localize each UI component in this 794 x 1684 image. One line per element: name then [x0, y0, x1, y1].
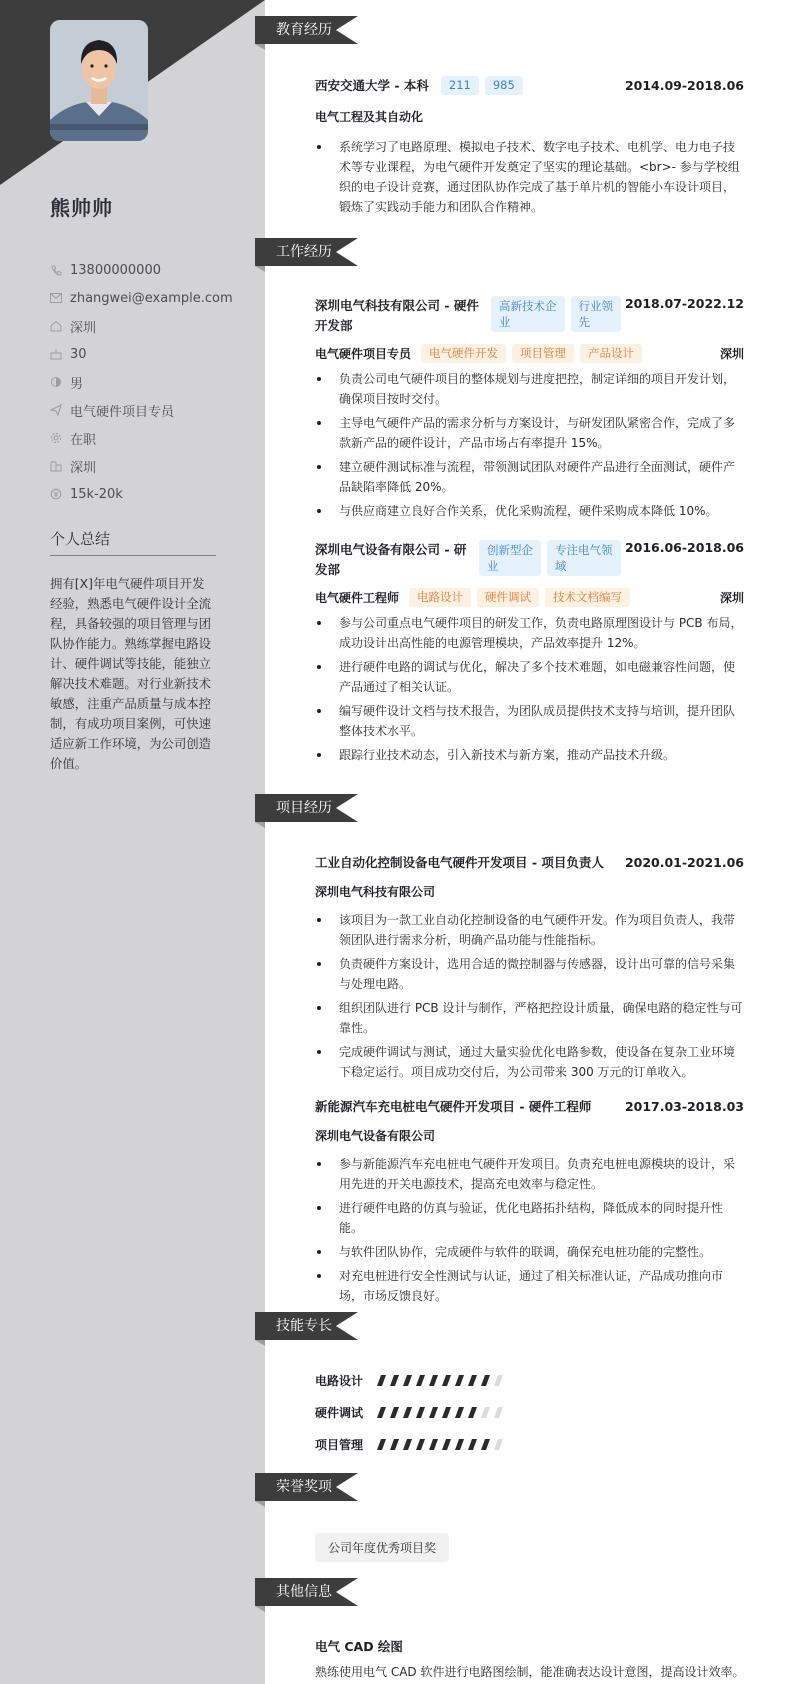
section-title-honors: 荣誉奖项 [255, 1473, 336, 1501]
info-location [50, 312, 250, 340]
skill-level-segment [377, 1375, 386, 1386]
skill-level-segment [403, 1375, 412, 1386]
section-title-work: 工作经历 [255, 238, 336, 266]
info-salary [50, 480, 250, 508]
project-bullet: 对充电桩进行安全性测试与认证，通过了相关标准认证，产品成功推向市场，市场反馈良好。 [315, 1266, 744, 1306]
work-city: 深圳 [719, 347, 744, 361]
other-description: 熟练使用电气 CAD 软件进行电路图绘制，能准确表达设计意图，提高设计效率。 [315, 1665, 745, 1679]
sidebar [0, 0, 265, 1684]
skill-tag: 技术文档编写 [545, 588, 630, 607]
mail-icon [50, 292, 62, 304]
work-bullet: 与供应商建立良好合作关系，优化采购流程，硬件采购成本降低 10%。 [315, 501, 744, 521]
project-bullet: 参与新能源汽车充电桩电气硬件开发项目。负责充电桩电源模块的设计，采用先进的开关电源技术，提高充电效率与稳定性。 [315, 1154, 744, 1194]
info-status [50, 424, 250, 452]
school-tag: 211 [441, 76, 479, 95]
skill-row [315, 1372, 509, 1389]
money-icon [50, 488, 62, 500]
company-name-line: 开发部 [315, 318, 353, 333]
work-bullet: 进行硬件电路的调试与优化，解决了多个技术难题，如电磁兼容性问题，使产品通过了相关认证。 [315, 657, 744, 697]
work-bullet: 编写硬件设计文档与技术报告，为团队成员提供技术支持与培训，提升团队整体技术水平。 [315, 701, 744, 741]
info-age [50, 340, 250, 368]
skill-level-segment [390, 1407, 399, 1418]
section-header-skills [255, 1312, 358, 1340]
skill-tag: 硬件调试 [477, 588, 539, 607]
home-icon [50, 320, 62, 332]
education-entry [315, 76, 744, 221]
skill-level-bar [379, 1375, 509, 1386]
work-entry [315, 540, 744, 769]
email-text: zhangwei@example.com [70, 290, 233, 306]
candidate-name: 熊帅帅 [50, 196, 113, 220]
project-company: 深圳电气设备有限公司 [315, 1129, 436, 1143]
section-header-projects [255, 794, 358, 822]
major: 电气工程及其自动化 [315, 110, 424, 124]
skill-row [315, 1404, 509, 1421]
work-entry [315, 296, 744, 525]
section-header-work [255, 238, 358, 266]
company-tag: 创新型企 业 [479, 540, 541, 576]
skill-level-segment [468, 1375, 477, 1386]
avatar [50, 20, 148, 141]
summary-title: 个人总结 [50, 530, 111, 548]
project-title: 工业自动化控制设备电气硬件开发项目 - 项目负责人 [315, 855, 604, 870]
contact-info [50, 256, 250, 508]
skill-level-segment [377, 1407, 386, 1418]
skill-name: 硬件调试 [315, 1406, 364, 1420]
section-header-honors [255, 1473, 358, 1501]
skill-row [315, 1436, 509, 1453]
skill-level-segment [468, 1439, 477, 1450]
status-text: 在职 [70, 432, 97, 448]
project-bullet: 完成硬件调试与测试，通过大量实验优化电路参数，使设备在复杂工业环境下稳定运行。项目成功交付后，为公司带来 300 万元的订单收入。 [315, 1042, 744, 1082]
section-title-other: 其他信息 [255, 1578, 336, 1606]
work-bullet: 跟踪行业技术动态，引入新技术与新方案，推动产品技术升级。 [315, 745, 744, 765]
skill-level-segment [429, 1407, 438, 1418]
company-name [315, 296, 485, 336]
building-icon [50, 460, 62, 472]
project-bullet: 与软件团队协作，完成硬件与软件的联调，确保充电桩功能的完整性。 [315, 1242, 744, 1262]
skill-level-segment [442, 1439, 451, 1450]
section-header-education [255, 16, 358, 44]
skill-level-segment [429, 1375, 438, 1386]
skill-level-segment [455, 1439, 464, 1450]
skill-level-segment [494, 1375, 503, 1386]
project-entry [315, 1097, 744, 1310]
phone-icon [50, 264, 62, 276]
section-title-projects: 项目经历 [255, 794, 336, 822]
skill-level-segment [481, 1375, 490, 1386]
skill-level-segment [416, 1439, 425, 1450]
gender-text: 男 [70, 376, 84, 392]
company-name-line: 发部 [315, 562, 341, 577]
salary-text: 15k-20k [70, 486, 123, 502]
skill-level-segment [481, 1439, 490, 1450]
skill-level-segment [416, 1375, 425, 1386]
send-icon [50, 404, 62, 416]
gear-icon [50, 432, 62, 444]
work-bullet: 参与公司重点电气硬件项目的研发工作，负责电路原理图设计与 PCB 布局，成功设计出高性能的电源管理模块，产品效率提升 12%。 [315, 613, 744, 653]
position-text: 电气硬件项目专员 [70, 404, 175, 420]
project-bullet: 组织团队进行 PCB 设计与制作，严格把控设计质量，确保电路的稳定性与可靠性。 [315, 998, 744, 1038]
age-text: 30 [70, 346, 87, 362]
project-date: 2017.03-2018.03 [624, 1098, 744, 1114]
project-bullet: 进行硬件电路的仿真与验证，优化电路拓扑结构，降低成本的同时提升性能。 [315, 1198, 744, 1238]
honor-badge: 公司年度优秀项目奖 [315, 1533, 449, 1562]
project-date: 2020.01-2021.06 [624, 854, 744, 870]
skill-level-bar [379, 1439, 509, 1450]
skill-tag: 项目管理 [512, 344, 574, 363]
skill-level-segment [403, 1407, 412, 1418]
work-city: 深圳 [719, 591, 744, 605]
company-tag: 专注电气领 域 [547, 540, 621, 576]
skill-level-bar [379, 1407, 509, 1418]
skill-tag: 产品设计 [580, 344, 642, 363]
school-tag: 985 [485, 76, 523, 95]
education-bullet: 系统学习了电路原理、模拟电子技术、数字电子技术、电机学、电力电子技术等专业课程，为电气硬件开发奠定了坚实的理论基础。<br>- 参与学校组织的电子设计竞赛，通过团队协作完成了基于单片机的智能小车设计项目，锻炼了实践动手能力和团队合作精神。 [315, 137, 744, 217]
work-bullet: 建立硬件测试标准与流程，带领测试团队对硬件产品进行全面测试，硬件产品缺陷率降低 20%。 [315, 457, 744, 497]
project-company: 深圳电气科技有限公司 [315, 885, 436, 899]
project-bullet: 负责硬件方案设计，选用合适的微控制器与传感器，设计出可靠的信号采集与处理电路。 [315, 954, 744, 994]
info-email [50, 284, 250, 312]
summary-text: 拥有[X]年电气硬件项目开发经验，熟悉电气硬件设计全流程，具备较强的项目管理与团队协作能力。熟练掌握电路设计、硬件调试等技能，能独立解决技术难题。对行业新技术敏感，注重产品质量与成本控制，有成功项目案例，可快速适应新工作环境，为公司创造价值。 [50, 576, 212, 771]
skill-level-segment [390, 1375, 399, 1386]
skill-level-segment [429, 1439, 438, 1450]
skill-level-segment [442, 1407, 451, 1418]
company-name-line: 深圳电气设备有限公司 - 研 [315, 542, 467, 557]
target-city-text: 深圳 [70, 460, 97, 476]
skill-level-segment [494, 1439, 503, 1450]
age-icon [50, 348, 62, 360]
project-title: 新能源汽车充电桩电气硬件开发项目 - 硬件工程师 [315, 1099, 592, 1114]
skill-level-segment [455, 1407, 464, 1418]
section-header-other [255, 1578, 358, 1606]
skill-level-segment [455, 1375, 464, 1386]
phone-text: 13800000000 [70, 262, 161, 278]
section-title-skills: 技能专长 [255, 1312, 336, 1340]
education-date: 2014.09-2018.06 [624, 77, 744, 93]
company-name-line: 深圳电气科技有限公司 - 硬件 [315, 298, 479, 313]
info-phone [50, 256, 250, 284]
skill-tag: 电路设计 [409, 588, 471, 607]
school-name: 西安交通大学 - 本科 [315, 78, 429, 93]
work-date: 2016.06-2018.06 [624, 540, 744, 555]
skill-name: 项目管理 [315, 1438, 364, 1452]
company-name [315, 540, 473, 580]
info-gender [50, 368, 250, 396]
location-text: 深圳 [70, 320, 97, 336]
info-position [50, 396, 250, 424]
other-title: 电气 CAD 绘图 [315, 1639, 403, 1654]
skill-level-segment [468, 1407, 477, 1418]
skill-level-segment [390, 1439, 399, 1450]
company-tag: 行业领 先 [571, 296, 622, 332]
project-entry [315, 853, 744, 1086]
skill-tag: 电气硬件开发 [421, 344, 506, 363]
skill-level-segment [481, 1407, 490, 1418]
work-date: 2018.07-2022.12 [624, 296, 744, 311]
summary-divider [50, 555, 216, 556]
job-title: 电气硬件工程师 [315, 591, 400, 605]
gender-icon [50, 376, 62, 388]
project-bullet: 该项目为一款工业自动化控制设备的电气硬件开发。作为项目负责人，我带领团队进行需求分析，明确产品功能与性能指标。 [315, 910, 744, 950]
work-bullet: 主导电气硬件产品的需求分析与方案设计，与研发团队紧密合作，完成了多款新产品的硬件设计，产品市场占有率提升 15%。 [315, 413, 744, 453]
skill-level-segment [494, 1407, 503, 1418]
skill-level-segment [403, 1439, 412, 1450]
skill-level-segment [416, 1407, 425, 1418]
skill-name: 电路设计 [315, 1374, 364, 1388]
info-target-city [50, 452, 250, 480]
skill-level-segment [442, 1375, 451, 1386]
job-title: 电气硬件项目专员 [315, 347, 412, 361]
work-bullet: 负责公司电气硬件项目的整体规划与进度把控，制定详细的项目开发计划，确保项目按时交付。 [315, 369, 744, 409]
section-title-education: 教育经历 [255, 16, 336, 44]
skill-level-segment [377, 1439, 386, 1450]
company-tag: 高新技术企 业 [491, 296, 565, 332]
